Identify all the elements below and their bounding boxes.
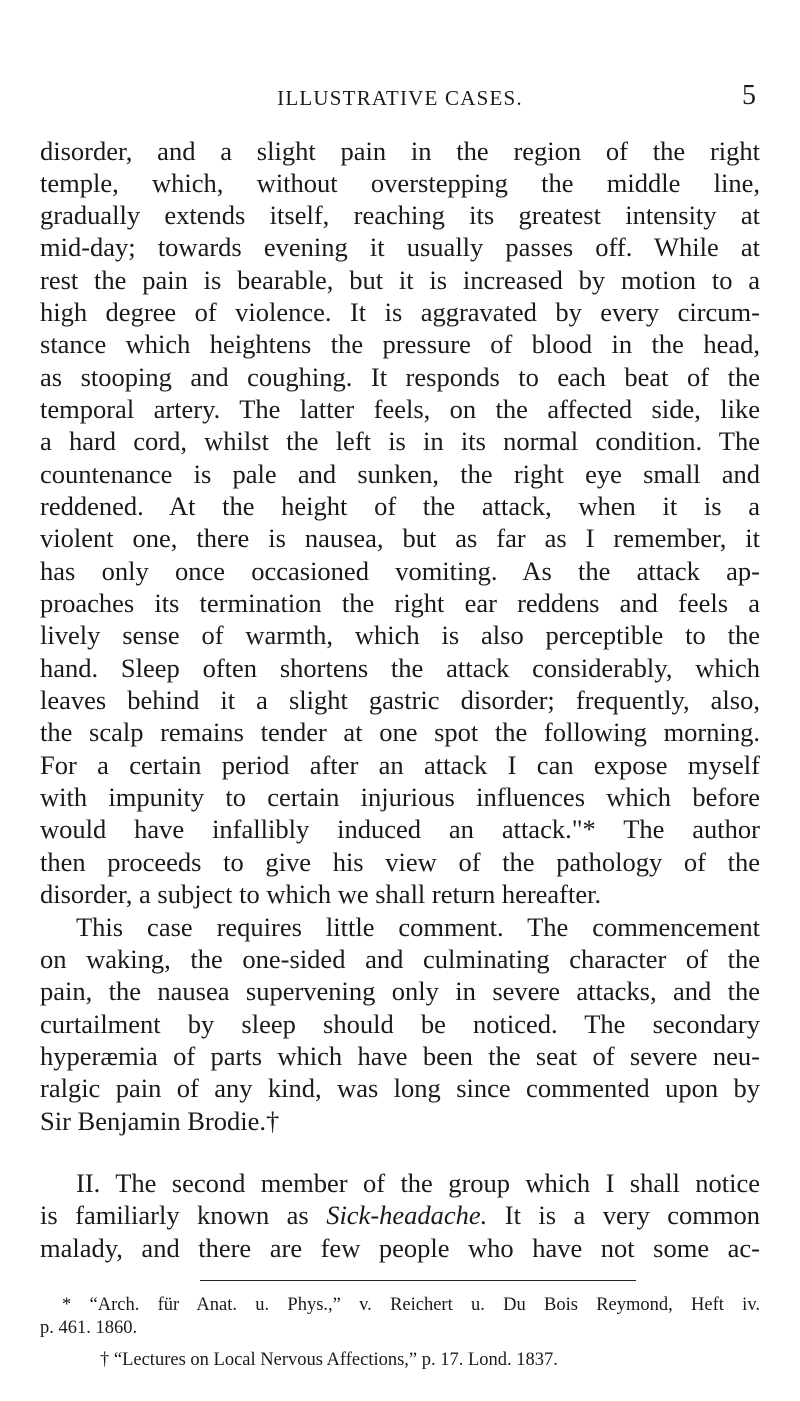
body-line: as stooping and coughing. It responds to each beat of the [40, 362, 760, 392]
body-line: temporal artery. The latter feels, on the affected side, like [40, 394, 760, 424]
body-line: gradually extends itself, reaching its greatest intensity at [40, 200, 760, 230]
footnote-rule [200, 1280, 636, 1281]
body-line: would have infallibly induced an attack."* The author [40, 814, 760, 844]
section-two-line: malady, and there are few people who have not some ac- [40, 1233, 760, 1263]
body-line: Sir Benjamin Brodie.† [40, 1106, 280, 1136]
body-line: rest the pain is bearable, but it is increased by motion to a [40, 265, 760, 295]
body-line: disorder, a subject to which we shall return hereafter. [40, 879, 602, 909]
footnote-1: * “Arch. für Anat. u. Phys.,” v. Reichert u. Du Bois Reymond, Heft iv. [62, 1295, 760, 1315]
section-two-text: It is a very common [487, 1200, 761, 1230]
body-line: curtailment by sleep should be noticed. The secondary [40, 1009, 760, 1039]
body-line: proaches its termination the right ear reddens and feels a [40, 588, 760, 618]
body-line: For a certain period after an attack I can expose myself [40, 750, 760, 780]
body-line: mid-day; towards evening it usually passes off. While at [40, 232, 760, 262]
body-line: with impunity to certain injurious influences which before [40, 782, 760, 812]
body-line: leaves behind it a slight gastric disorder; frequently, also, [40, 685, 760, 715]
body-line: then proceeds to give his view of the pathology of the [40, 847, 760, 877]
body-line: violent one, there is nausea, but as far as I remember, it [40, 523, 760, 553]
section-two-line [40, 1199, 760, 1231]
body-line: This case requires little comment. The commencement [76, 912, 760, 942]
footnote-1-continued: p. 461. 1860. [40, 1318, 138, 1338]
page-number: 5 [742, 80, 756, 111]
body-line: a hard cord, whilst the left is in its normal condition. The [40, 426, 760, 456]
section-two-text: is familiarly known as [40, 1200, 327, 1230]
section-two-line: II. The second member of the group which I shall notice [76, 1168, 760, 1198]
sick-headache-term: Sick-headache. [326, 1200, 488, 1230]
body-line: countenance is pale and sunken, the right eye small and [40, 459, 760, 489]
body-line: pain, the nausea supervening only in severe attacks, and the [40, 976, 760, 1006]
footnote-2: † “Lectures on Local Nervous Affections,” p. 17. Lond. 1837. [100, 1350, 558, 1370]
body-line: hyperæmia of parts which have been the seat of severe neu- [40, 1041, 760, 1071]
body-line: hand. Sleep often shortens the attack considerably, which [40, 653, 760, 683]
body-line: the scalp remains tender at one spot the following morning. [40, 717, 760, 747]
body-line: reddened. At the height of the attack, when it is a [40, 491, 760, 521]
running-head-title: ILLUSTRATIVE CASES. [277, 86, 523, 110]
body-line: stance which heightens the pressure of blood in the head, [40, 329, 760, 359]
body-line: has only once occasioned vomiting. As the attack ap- [40, 556, 760, 586]
running-head [40, 80, 760, 116]
body-line: on waking, the one-sided and culminating character of the [40, 944, 760, 974]
body-line: lively sense of warmth, which is also perceptible to the [40, 620, 760, 650]
body-line: ralgic pain of any kind, was long since commented upon by [40, 1073, 760, 1103]
body-line: disorder, and a slight pain in the region of the right [40, 136, 760, 166]
body-line: temple, which, without overstepping the middle line, [40, 168, 760, 198]
body-line: high degree of violence. It is aggravated by every circum- [40, 297, 760, 327]
